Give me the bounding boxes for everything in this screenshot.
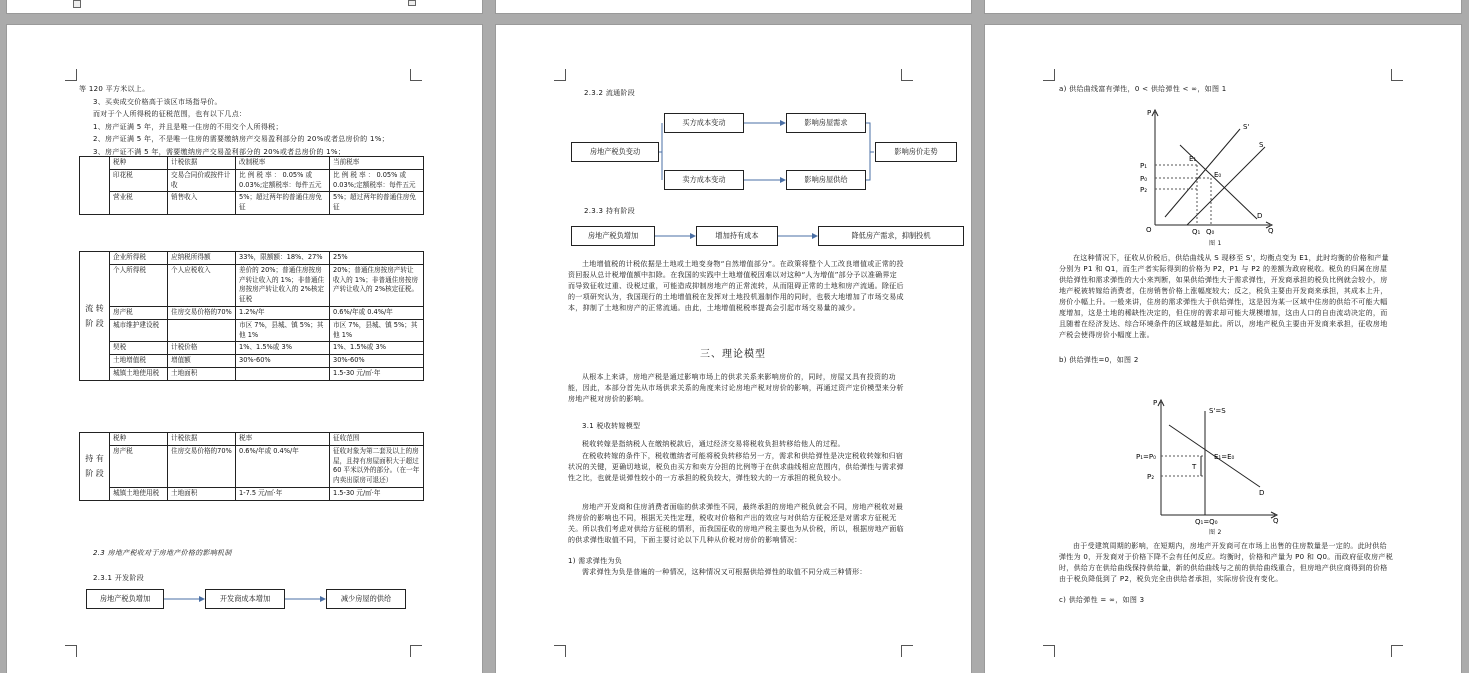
table-cell: 住房交易价格的70%: [168, 306, 236, 319]
table-header: 计税依据: [168, 157, 236, 170]
table-cell: 个人所得税: [110, 264, 168, 306]
table-header: 税种: [110, 433, 168, 446]
crop-mark: [1391, 69, 1403, 81]
crop-mark: [1043, 645, 1055, 657]
list-item: c) 供给弹性 = ∞，如图 3: [1059, 596, 1145, 604]
table-cell: 城市维护建设税: [110, 319, 168, 342]
table-header: 税种: [110, 157, 168, 170]
table-cell: 土地面积: [168, 487, 236, 500]
table-cell: 1%、1.5%或 3%: [236, 342, 330, 355]
table-cell: 比 例 税 率 ： 0.05% 或0.03%;定额税率：每件五元: [330, 169, 424, 192]
table-cell: 5%；超过两年的普通住房免征: [330, 192, 424, 215]
paragraph: 在税收转嫁的条件下，税收缴纳者可能将税负转移给另一方，需求和供给弹性是决定税收转嫁和归宿状况的关键，更确切地说，税负由买方和卖方分担的比例等于在供求曲线相应范围内，供给弹性与需求弹性之比，也就是说弹性较小的一方承担的税负较大，弹性较大的一方承担的税负较小。: [568, 452, 904, 482]
ruler-marker[interactable]: [408, 0, 416, 6]
paragraph: 税收转嫁是指纳税人在缴纳税款后，通过经济交易将税收负担转移给他人的过程。: [582, 440, 845, 448]
figure-1-supply-demand: [1135, 107, 1275, 237]
table-cell: 城镇土地使用税: [110, 487, 168, 500]
paragraph: 由于受建筑周期的影响，在短期内，房地产开发商可在市场上出售的住房数量是一定的。此时供给弹性为 0，开发商对于价格下降不会有任何反应。均衡时，价格和产量为 P0 和 Q0。而政府征收房产税时，供给方在供给曲线保持供给量，新的供给曲线与之前的供给曲线重合，但房地产供应商得到的价格由于税负降低到了 P2，税负完全由供给者承担，实际房价没有变化。: [1059, 542, 1393, 583]
axis-label: P: [1153, 399, 1158, 407]
table-header: 当前税率: [330, 157, 424, 170]
table-cell: 征收对象为第二套及以上的房屋，且持有房屋面积大于超过 60 平米以外的部分。（在一年内卖出原房可退还）: [330, 445, 424, 487]
paragraph: 土地增值税的计税依据是土地或土地变身物“自然增值部分”。在政策将整个人工改良增值或正常的投资回报从总计税增值额中扣除。在我国的实践中土地增值税因难以对这种“人为增值”部分予以准确界定而导致征收过重、设税过重，可能造成抑制房地产的正常流转，从而阻碍正常的土地和房产流通。除征后的一项研究认为，我国现行的土地增值税在发挥对土地投机遏制作用的同时，也极大地增加了市场交易成本，抑制了土地和房产的正常流通。由此，土地增值税税率提高会引起市场交易量的减少。: [568, 260, 904, 312]
paragraph: 在这种情况下，征收从价税后，供给曲线从 S 现移至 S'，均衡点变为 E1，此时均衡的价格和产量分别为 P1 和 Q1，而生产者实际得到的价格为 P2，P1 与 P2 的差额为政府税收。税负的归属在房屋供给弹性和需求弹性的大小来判断，如果供给弹性大于需求弹性，开发商承担的税负比例就会较小，房地产税被转嫁给消费者，住房销售价格上涨幅度较大；反之，税负主要由开发商来承担，其成本上升，房价小幅上升。一般来讲，住房的需求弹性大于供给弹性，这是因为某一区域中住房的供给不可能大幅度增加，这是土地的稀缺性决定的，但住房的需求却可能大规模增加，这由人口的自由流动决定的，而且随着在经济发达、综合环境条件的区域越是如此。所以，房地产税负主要由开发商来承担，征收房地产税会使得房价小幅度上涨。: [1059, 254, 1389, 339]
axis-label: Q: [1273, 517, 1279, 525]
flow-box: 开发商成本增加: [205, 589, 285, 609]
supply-curve-shifted: [1165, 129, 1240, 217]
table-cell: 20%；普通住房按房产转让收入的 1%；非普通住房按房产转让收入的 2%核定征税。: [330, 264, 424, 306]
flow-box: 房地产税负增加: [86, 589, 164, 609]
table-cell: 个人应税收入: [168, 264, 236, 306]
table-cell: 1.5-30 元/㎡·年: [330, 487, 424, 500]
flow-box: 增加持有成本: [696, 226, 778, 246]
paragraph: 从根本上来讲，房地产税是通过影响市场上的供求关系来影响房价的，同时，房屋又具有投资的功能，因此，本部分首先从市场供求关系的角度来讨论房地产税对房价的影响，再通过资产定价模型来分析房地产税对房价的影响。: [568, 373, 904, 403]
axis-label: Q: [1268, 227, 1274, 235]
text-line: 1、房产证满 5 年，并且是唯一住房的不用交个人所得税；: [93, 123, 283, 131]
section-heading: 3.1 税收转嫁模型: [582, 422, 641, 430]
section-heading: 2.3.2 流通阶段: [584, 89, 636, 97]
origin-label: O: [1146, 226, 1152, 234]
table-header: 税率: [236, 433, 330, 446]
curve-label: D: [1257, 212, 1263, 220]
figure-caption: 图 1: [1209, 240, 1222, 247]
tick-label: Q₁=Q₀: [1195, 518, 1218, 526]
tax-label: T: [1192, 463, 1197, 471]
page-1: [6, 24, 483, 673]
point-label: E₀: [1214, 171, 1222, 179]
paragraph: 房地产开发商和住房消费者面临的供求弹性不同，最终承担的房地产税负就会不同，房地产税收对最终房价的影响也不同，根据无关性定理，税收对价格和产出的效应与对供给方征税还是对需求方征税无关。所以我们考虑对供给方征税的情形，而我国征收的房地产税主要也为从价税，所以，根据房地产面临的供求弹性取值不同，下面主要讨论以下几种从价税对房价的影响情况：: [568, 503, 904, 544]
ruler-marker[interactable]: [73, 0, 81, 8]
table-header: 计税依据: [168, 433, 236, 446]
table-cell: 差价的 20%；普通住房按房产转让收入的 1%；非普通住房按房产转让收入的 2%核定征税: [236, 264, 330, 306]
previous-page-bottom-2: [495, 0, 972, 14]
point-label: E₁=E₀: [1214, 453, 1235, 461]
stage-label: 流 转 阶 段: [80, 252, 110, 381]
list-item: 1) 需求弹性为负: [568, 557, 623, 565]
table-cell: 增值额: [168, 355, 236, 368]
point-label: E₁: [1189, 155, 1197, 163]
crop-mark: [1043, 69, 1055, 81]
curve-label: D: [1259, 489, 1265, 497]
table-cell: 0.6%/年或 0.4%/年: [236, 445, 330, 487]
tick-label: Q₁: [1192, 228, 1201, 236]
list-item: b) 供给弹性=0，如图 2: [1059, 356, 1139, 364]
table-cell: 1.5-30 元/㎡·年: [330, 367, 424, 380]
table-cell: 33%，限额额：18%、27%: [236, 252, 330, 265]
list-item: a) 供给曲线富有弹性，0 < 供给弹性 < ∞，如图 1: [1059, 85, 1227, 93]
section-heading: 2.3.3 持有阶段: [584, 207, 636, 215]
table-cell: 城镇土地使用税: [110, 367, 168, 380]
chapter-heading: 三、理论模型: [700, 349, 766, 360]
table-cell: 契税: [110, 342, 168, 355]
table-cell: 1.2%/年: [236, 306, 330, 319]
table-cell: 土地面积: [168, 367, 236, 380]
table-cell: 交易合同价或按件计收: [168, 169, 236, 192]
tick-label: P₂: [1140, 186, 1148, 194]
page-3: [984, 24, 1462, 673]
table-cell: 比 例 税 率 ： 0.05% 或0.03%;定额税率：每件五元: [236, 169, 330, 192]
tick-label: P₀: [1140, 175, 1148, 183]
flow-box: 买方成本变动: [664, 113, 744, 133]
table-cell: 5%；超过两年的普通住房免征: [236, 192, 330, 215]
table-header: 改制税率: [236, 157, 330, 170]
curve-label: S'=S: [1209, 407, 1226, 415]
text-line: 等 120 平方米以上。: [79, 85, 150, 93]
flow-box: 影响房价走势: [875, 142, 957, 162]
table-cell: 印花税: [110, 169, 168, 192]
table-cell: 30%-60%: [236, 355, 330, 368]
figure-2-supply-demand: [1135, 397, 1285, 527]
section-heading: 2.3 房地产税收对于房地产价格的影响机制: [93, 549, 232, 557]
table-cell: 企业所得税: [110, 252, 168, 265]
flow-box: 房地产税负增加: [571, 226, 655, 246]
table-cell: 住房交易价格的70%: [168, 445, 236, 487]
table-cell: 市区 7%，县城、镇 5%；其他 1%: [236, 319, 330, 342]
crop-mark: [1391, 645, 1403, 657]
supply-curve: [1187, 147, 1265, 225]
figure-caption: 图 2: [1209, 529, 1222, 536]
flow-box: 影响房屋需求: [786, 113, 866, 133]
table-cell: 房产税: [110, 306, 168, 319]
flow-box: 卖方成本变动: [664, 170, 744, 190]
page-2: [495, 24, 972, 673]
table-cell: 25%: [330, 252, 424, 265]
curve-label: S': [1243, 123, 1250, 131]
tick-label: P₁=P₀: [1136, 453, 1156, 461]
tick-label: Q₀: [1206, 228, 1215, 236]
table-cell: 土地增值税: [110, 355, 168, 368]
curve-label: S: [1259, 141, 1264, 149]
text-line: 而对于个人所得税的征税范围，也有以下几点：: [93, 110, 247, 118]
flow-box: 减少房屋的供给: [326, 589, 406, 609]
section-heading: 2.3.1 开发阶段: [93, 574, 145, 582]
flow-arrows: [7, 25, 483, 673]
text-line: 3、房产证不满 5 年，需要缴纳房产交易盈利部分的 20%或者总房价的 1%；: [93, 148, 346, 156]
paragraph: 需求弹性为负是普遍的一种情况，这种情况又可根据供给弹性的取值不同分成三种情形：: [582, 568, 867, 576]
text-line: 3、买卖成交价格高于该区市场指导价。: [93, 98, 222, 106]
text-line: 2、房产证满 5 年，不是唯一住房的需要缴纳房产交易盈利部分的 20%或者总房价的 1%；: [93, 135, 389, 143]
table-cell: 1%、1.5%或 3%: [330, 342, 424, 355]
stage-label: 持 有 阶 段: [80, 433, 110, 501]
table-cell: 市区 7%，县城、镇 5%；其他 1%: [330, 319, 424, 342]
previous-page-bottom-3: [984, 0, 1462, 14]
table-cell: 营业税: [110, 192, 168, 215]
tick-label: P₁: [1140, 162, 1148, 170]
table-header: 征收范围: [330, 433, 424, 446]
table-cell: 1-7.5 元/㎡·年: [236, 487, 330, 500]
table-cell: 计税价格: [168, 342, 236, 355]
table-cell: 销售收入: [168, 192, 236, 215]
table-cell: 房产税: [110, 445, 168, 487]
table-cell: 应纳税所得额: [168, 252, 236, 265]
flow-box: 降低房产需求，抑制投机: [818, 226, 964, 246]
flow-box: 房地产税负变动: [571, 142, 659, 162]
table-cell: 0.6%/年或 0.4%/年: [330, 306, 424, 319]
flow-box: 影响房屋供给: [786, 170, 866, 190]
tick-label: P₂: [1147, 473, 1155, 481]
axis-label: P: [1147, 109, 1152, 117]
table-cell: 30%-60%: [330, 355, 424, 368]
